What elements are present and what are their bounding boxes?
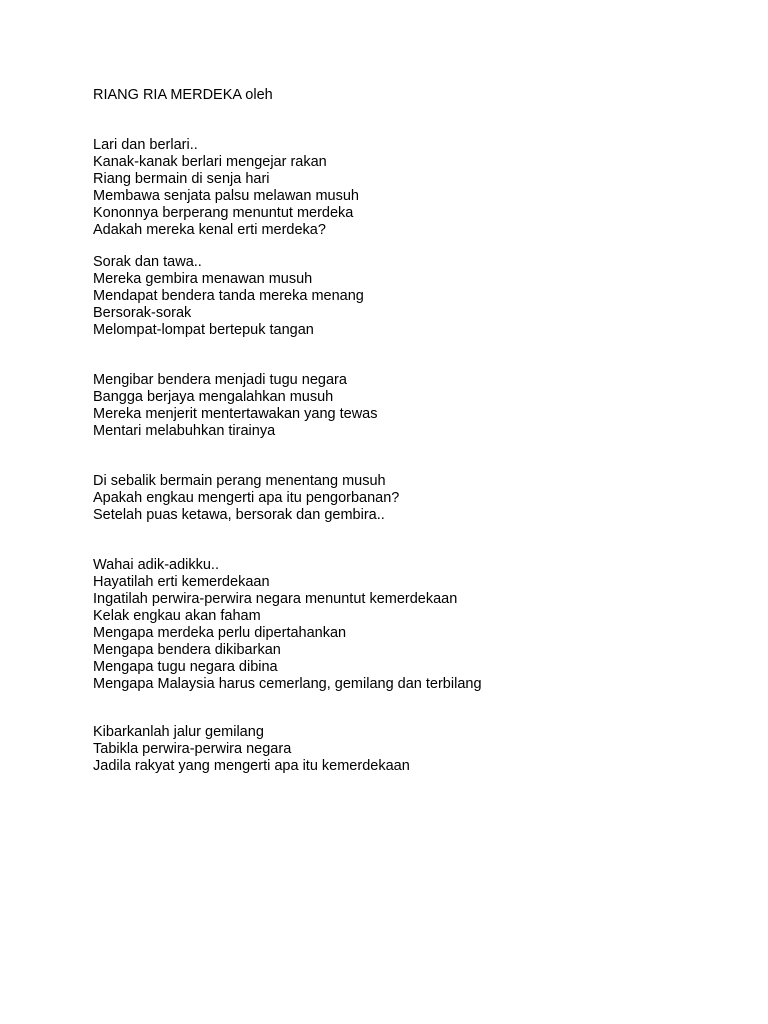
poem-line: Mendapat bendera tanda mereka menang	[93, 288, 364, 304]
poem-line: Bersorak-sorak	[93, 305, 192, 321]
poem-line: Hayatilah erti kemerdekaan	[93, 574, 270, 590]
poem-line: Kanak-kanak berlari mengejar rakan	[93, 154, 327, 170]
poem-line: Riang bermain di senja hari	[93, 171, 270, 187]
poem-line: Mengapa Malaysia harus cemerlang, gemilang dan terbilang	[93, 676, 482, 692]
stanza-4	[93, 473, 399, 524]
poem-line: Membawa senjata palsu melawan musuh	[93, 188, 359, 204]
poem-line: Wahai adik-adikku..	[93, 557, 219, 573]
poem-line: Ingatilah perwira-perwira negara menuntut kemerdekaan	[93, 591, 458, 607]
poem-line: Kelak engkau akan faham	[93, 608, 261, 624]
poem-line: Tabikla perwira-perwira negara	[93, 741, 292, 757]
poem-line: Mengapa tugu negara dibina	[93, 659, 278, 675]
poem-line: Mengapa merdeka perlu dipertahankan	[93, 625, 347, 641]
poem-line: Mengapa bendera dikibarkan	[93, 642, 281, 658]
stanza-6	[93, 724, 410, 775]
poem-line: Lari dan berlari..	[93, 137, 198, 153]
poem-line: Kibarkanlah jalur gemilang	[93, 724, 264, 740]
poem-line: Kononnya berperang menuntut merdeka	[93, 205, 354, 221]
poem-line: Mentari melabuhkan tirainya	[93, 423, 276, 439]
poem-line: Apakah engkau mengerti apa itu pengorbanan?	[93, 490, 400, 506]
poem-line: Adakah mereka kenal erti merdeka?	[93, 222, 326, 238]
poem-line: Mereka menjerit mentertawakan yang tewas	[93, 406, 378, 422]
stanza-1	[93, 137, 359, 239]
poem-line: Sorak dan tawa..	[93, 254, 202, 270]
poem-line: Mereka gembira menawan musuh	[93, 271, 313, 287]
poem-title: RIANG RIA MERDEKA oleh	[93, 87, 273, 103]
poem-line: Melompat-lompat bertepuk tangan	[93, 322, 314, 338]
stanza-3	[93, 372, 378, 440]
poem-line: Setelah puas ketawa, bersorak dan gembira..	[93, 507, 385, 523]
poem-line: Jadila rakyat yang mengerti apa itu kemerdekaan	[93, 758, 410, 774]
poem-line: Mengibar bendera menjadi tugu negara	[93, 372, 347, 388]
stanza-5	[93, 557, 482, 693]
poem-line: Bangga berjaya mengalahkan musuh	[93, 389, 334, 405]
stanza-2	[93, 254, 364, 339]
poem-line: Di sebalik bermain perang menentang musuh	[93, 473, 386, 489]
